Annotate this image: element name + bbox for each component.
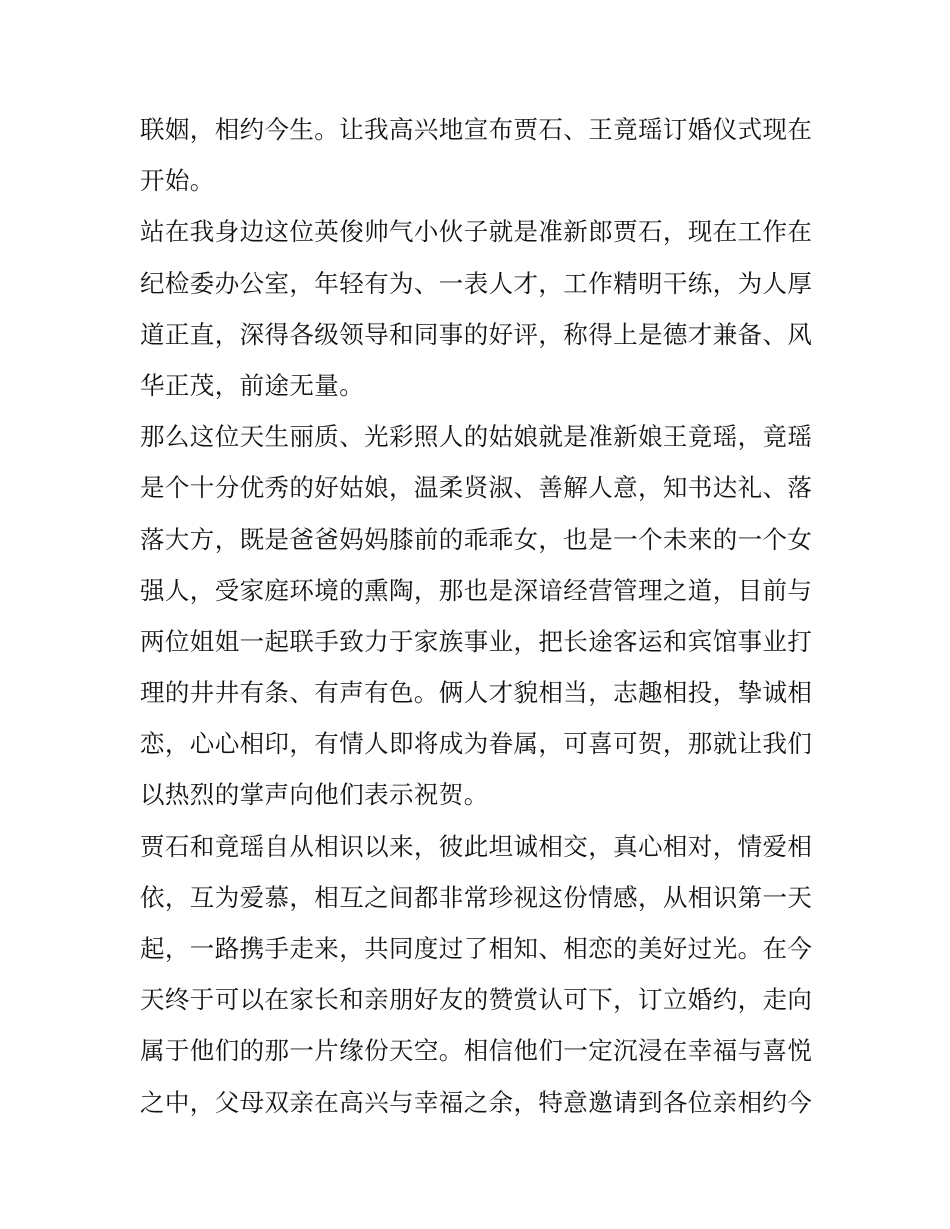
text-line-7: 那么这位天生丽质、光彩照人的姑娘就是准新娘王竟瑶，竟瑶 xyxy=(140,422,813,452)
text-line-16: 依，互为爱慕，相互之间都非常珍视这份情感，从相识第一天 xyxy=(140,882,813,912)
document-body-text xyxy=(140,104,820,1128)
text-line-17: 起，一路携手走来，共同度过了相知、相恋的美好过光。在今 xyxy=(140,934,813,963)
text-line-3: 站在我身边这位英俊帅气小伙子就是准新郎贾石，现在工作在 xyxy=(140,217,813,247)
text-line-14: 以热烈的掌声向他们表示祝贺。 xyxy=(140,780,489,810)
text-line-4: 纪检委办公室，年轻有为、一表人才，工作精明干练，为人厚 xyxy=(140,268,813,298)
text-line-10: 强人，受家庭环境的熏陶，那也是深谙经营管理之道，目前与 xyxy=(140,575,813,605)
text-line-18: 天终于可以在家长和亲朋好友的赞赏认可下，订立婚约，走向 xyxy=(140,985,813,1015)
text-line-8: 是个十分优秀的好姑娘，温柔贤淑、善解人意，知书达礼、落 xyxy=(140,473,813,503)
text-line-19: 属于他们的那一片缘份天空。相信他们一定沉浸在幸福与喜悦 xyxy=(140,1036,813,1066)
text-line-11: 两位姐姐一起联手致力于家族事业，把长途客运和宾馆事业打 xyxy=(140,626,813,656)
text-line-20: 之中，父母双亲在高兴与幸福之余，特意邀请到各位亲相约今 xyxy=(140,1087,813,1117)
text-line-12: 理的井井有条、有声有色。俩人才貌相当，志趣相投，挚诚相 xyxy=(140,678,813,708)
text-line-15: 贾石和竟瑶自从相识以来，彼此坦诚相交，真心相对，情爱相 xyxy=(140,831,813,861)
text-line-1: 联姻，相约今生。让我高兴地宣布贾石、王竟瑶订婚仪式现在 xyxy=(140,115,813,144)
text-line-6: 华正茂，前途无量。 xyxy=(140,370,365,400)
text-line-9: 落大方，既是爸爸妈妈膝前的乖乖女，也是一个未来的一个女 xyxy=(140,524,813,554)
text-line-2: 开始。 xyxy=(140,166,215,196)
text-line-13: 恋，心心相印，有情人即将成为眷属，可喜可贺，那就让我们 xyxy=(140,729,813,759)
text-line-5: 道正直，深得各级领导和同事的好评，称得上是德才兼备、风 xyxy=(140,319,813,349)
